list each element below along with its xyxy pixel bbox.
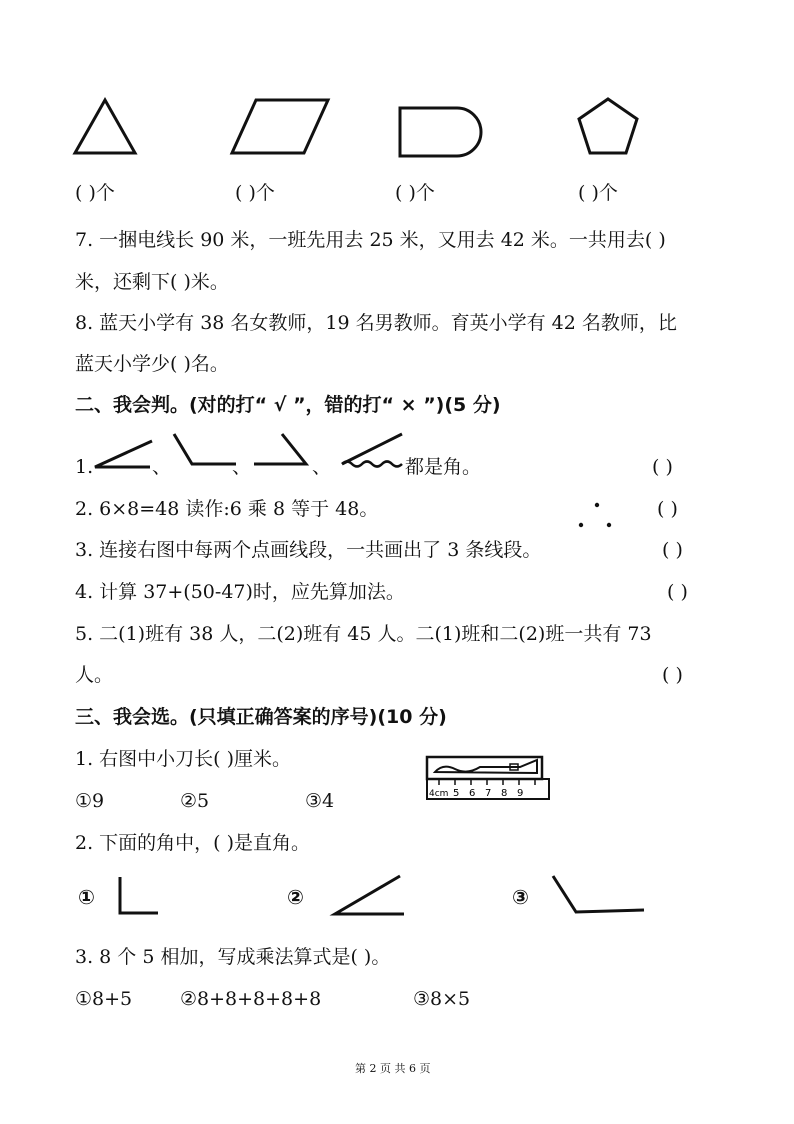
parallelogram-shape	[228, 95, 333, 160]
judge-q5-answer[interactable]: ( )	[662, 664, 683, 686]
question-8-line-1: 8. 蓝天小学有 38 名女教师，19 名男教师。育英小学有 42 名教师，比	[75, 312, 677, 334]
choose-q1-option-1[interactable]: ①9	[75, 790, 105, 812]
judge-q1-text: 都是角。	[405, 456, 482, 478]
question-7-line-2: 米，还剩下( )米。	[75, 271, 229, 293]
angle-figure-3	[250, 430, 320, 475]
choose-q1-option-2[interactable]: ②5	[180, 790, 210, 812]
judge-q1-separator-2: 、	[232, 456, 252, 478]
angle-figure-2	[170, 430, 240, 475]
acute-angle-figure	[330, 872, 410, 917]
judge-q5-line-1: 5. 二(1)班有 38 人，二(2)班有 45 人。二(1)班和二(2)班一共有 73	[75, 623, 652, 645]
ruler-label-7: 7	[485, 788, 492, 799]
ruler-label-6: 6	[469, 788, 476, 799]
choose-q1-text: 1. 右图中小刀长( )厘米。	[75, 748, 292, 770]
ruler-label-9: 9	[517, 788, 524, 799]
judge-q2-answer[interactable]: ( )	[657, 498, 678, 520]
three-points-figure	[575, 500, 615, 532]
ruler-label-8: 8	[501, 788, 508, 799]
judge-q5-line-2: 人。	[75, 664, 114, 686]
choose-q2-marker-1: ①	[78, 885, 95, 909]
choose-q2-text: 2. 下面的角中，( )是直角。	[75, 832, 311, 854]
question-8-line-2: 蓝天小学少( )名。	[75, 353, 229, 375]
angle-figure-1	[90, 435, 160, 475]
ruler-label-start: 4cm	[429, 789, 449, 799]
choose-q1-option-3[interactable]: ③4	[305, 790, 335, 812]
right-angle-figure	[112, 873, 162, 918]
judge-q1-answer[interactable]: ( )	[652, 456, 673, 478]
judge-q1-separator-1: 、	[152, 456, 172, 478]
section-3-title: 三、我会选。(只填正确答案的序号)(10 分)	[75, 706, 447, 728]
rounded-end-shape	[395, 100, 495, 160]
choose-q2-marker-3: ③	[512, 885, 529, 909]
shape-count-blank-4[interactable]: ( )个	[578, 182, 618, 204]
question-7-line-1: 7. 一捆电线长 90 米，一班先用去 25 米，又用去 42 米。一共用去( )	[75, 229, 666, 251]
shape-count-blank-2[interactable]: ( )个	[235, 182, 275, 204]
judge-q4-text: 4. 计算 37+(50-47)时，应先算加法。	[75, 581, 405, 603]
choose-q3-option-2[interactable]: ②8+8+8+8+8	[180, 988, 322, 1010]
judge-q3-text: 3. 连接右图中每两个点画线段，一共画出了 3 条线段。	[75, 539, 542, 561]
shape-count-blank-3[interactable]: ( )个	[395, 182, 435, 204]
judge-q4-answer[interactable]: ( )	[667, 581, 688, 603]
angle-figure-4	[338, 430, 410, 475]
judge-q1-separator-3: 、	[312, 456, 332, 478]
ruler-label-5: 5	[453, 788, 460, 799]
judge-q3-answer[interactable]: ( )	[662, 539, 683, 561]
pentagon-shape	[573, 95, 643, 160]
judge-q2-text: 2. 6×8=48 读作:6 乘 8 等于 48。	[75, 498, 379, 520]
choose-q3-option-1[interactable]: ①8+5	[75, 988, 133, 1010]
obtuse-angle-figure	[548, 872, 648, 917]
choose-q3-text: 3. 8 个 5 相加，写成乘法算式是( )。	[75, 946, 391, 968]
page-footer: 第 2 页 共 6 页	[355, 1062, 431, 1075]
judge-q1-number: 1.	[75, 456, 94, 478]
choose-q2-marker-2: ②	[287, 885, 304, 909]
knife-ruler-figure	[425, 755, 555, 805]
shape-count-blank-1[interactable]: ( )个	[75, 182, 115, 204]
section-2-title: 二、我会判。(对的打“ √ ”，错的打“ × ”)(5 分)	[75, 394, 501, 416]
choose-q3-option-3[interactable]: ③8×5	[413, 988, 471, 1010]
triangle-shape	[70, 95, 140, 160]
